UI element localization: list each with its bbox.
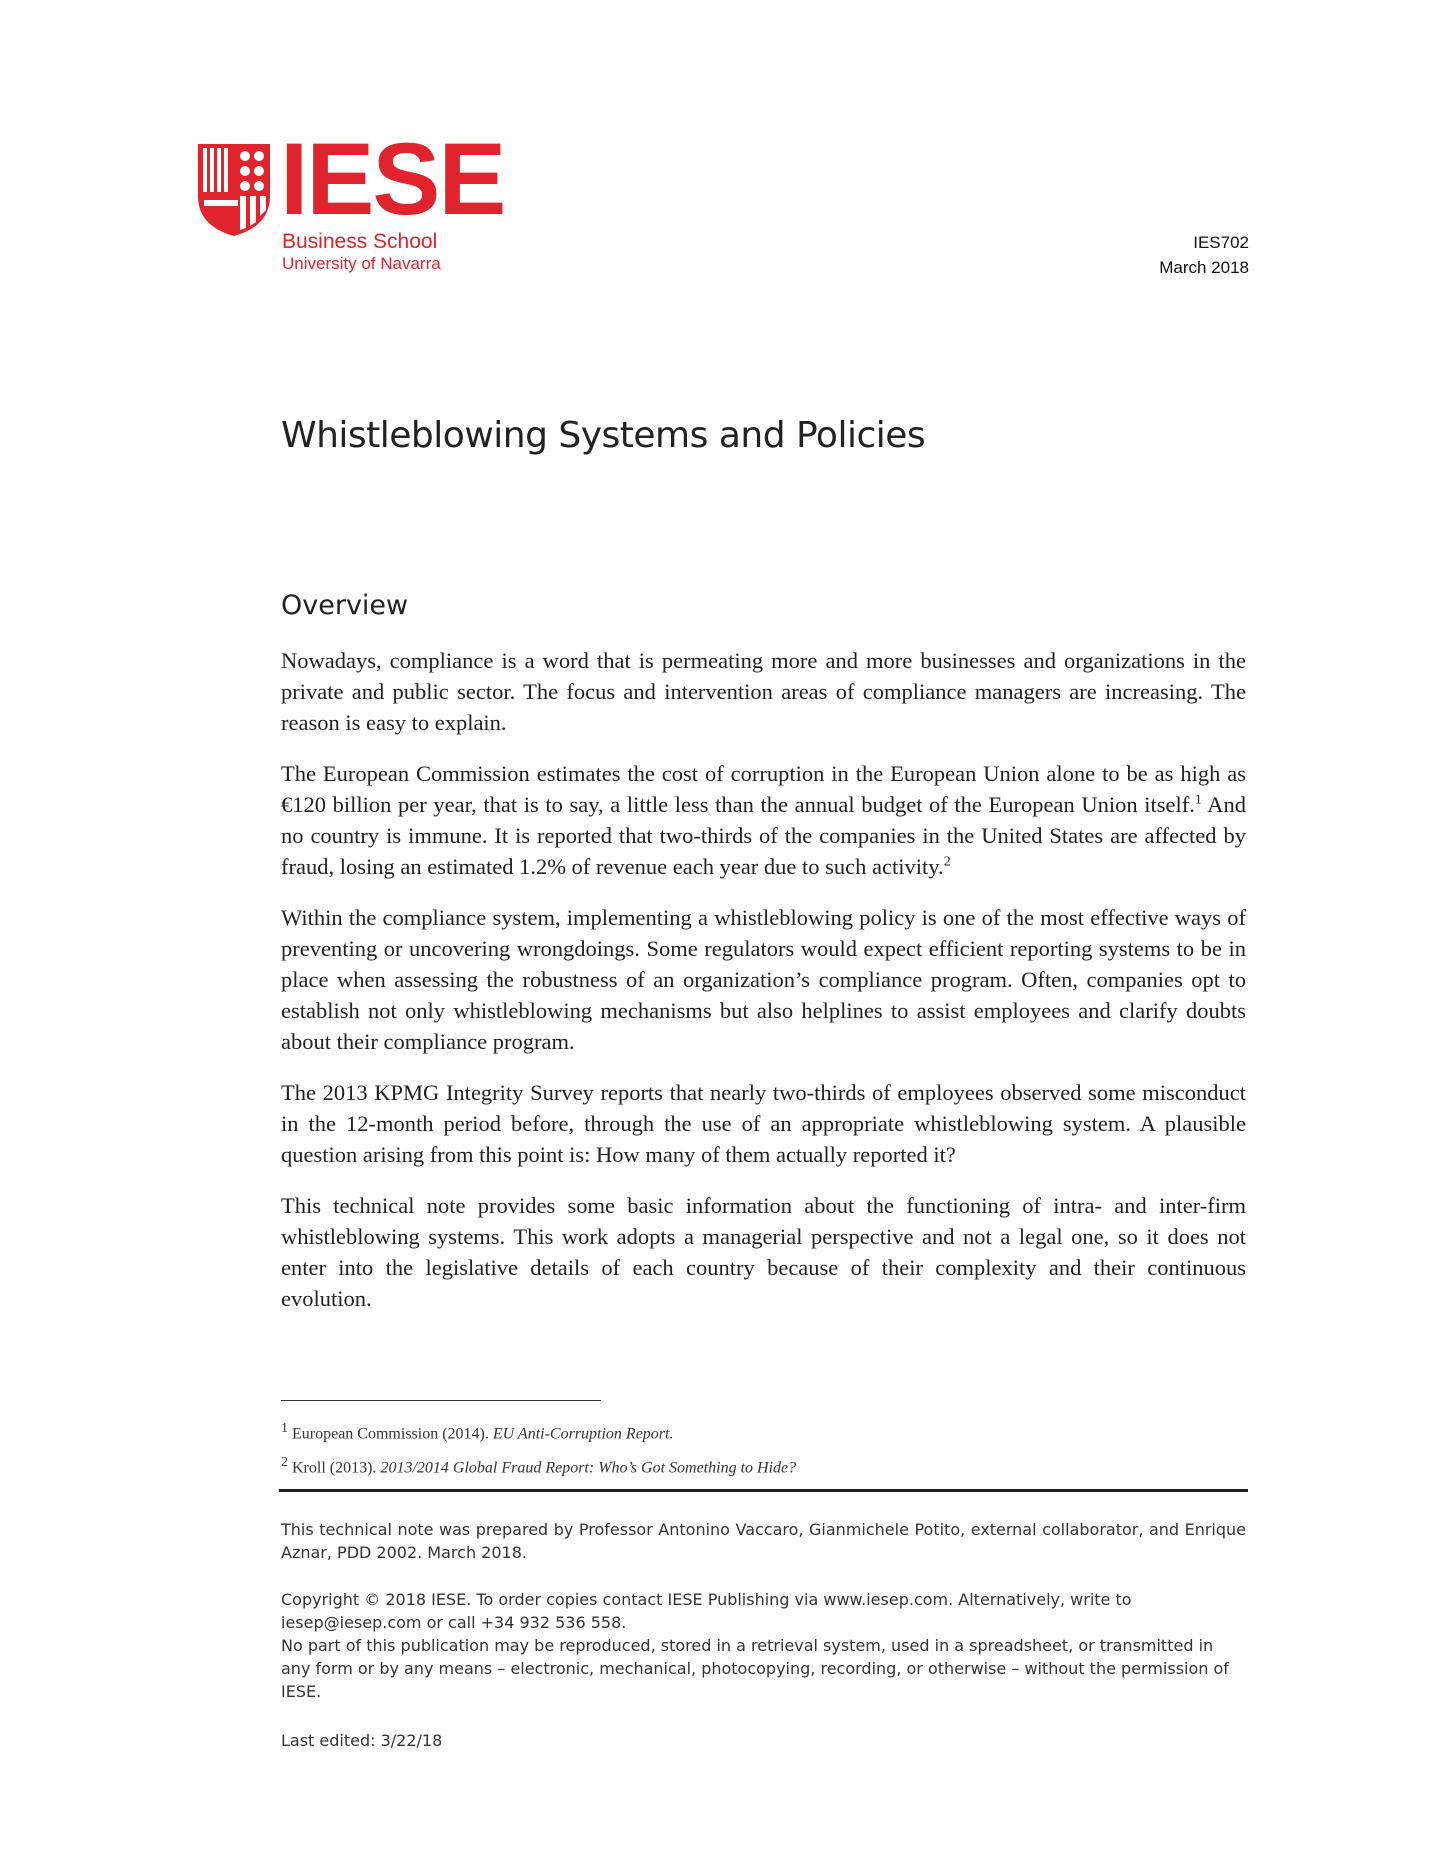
- logo-wordmark: IESE: [280, 122, 505, 236]
- paragraph: [281, 758, 1246, 882]
- divider: [279, 1489, 1248, 1492]
- footnote-source: Kroll (2013).: [292, 1459, 381, 1477]
- logo-university: University of Navarra: [282, 254, 441, 273]
- footnote: [281, 1412, 1246, 1446]
- last-edited: Last edited: 3/22/18: [281, 1731, 443, 1750]
- footnote-ref: 1: [1194, 792, 1202, 808]
- paragraph: The 2013 KPMG Integrity Survey reports that nearly two-thirds of employees observed some misconduct in the 12-month period before, through the use of an appropriate whistleblowing system. A plausible question arising from this point is: How many of them actually reported it?: [281, 1080, 1246, 1167]
- footnote-number: 1: [281, 1421, 288, 1436]
- copyright-notice: Copyright © 2018 IESE. To order copies contact IESE Publishing via www.iesep.com. Alternatively, write to iesep@iesep.com or call +34 932 536 558.: [281, 1590, 1132, 1632]
- document-date: March 2018: [1159, 258, 1249, 277]
- reproduction-notice: No part of this publication may be reproduced, stored in a retrieval system, used in a spreadsheet, or transmitted in any form or by any means – electronic, mechanical, photocopying, recording, or otherwise – without the permission of IESE.: [281, 1636, 1229, 1701]
- footnote-title: 2013/2014 Global Fraud Report: Who’s Got Something to Hide?: [380, 1459, 797, 1477]
- logo-business-school: Business School: [282, 230, 438, 253]
- section-heading: Overview: [281, 590, 409, 621]
- footnote: [281, 1446, 1246, 1480]
- page-title: Whistleblowing Systems and Policies: [281, 415, 926, 456]
- paragraph: Nowadays, compliance is a word that is permeating more and more businesses and organizations in the private and public sector. The focus and intervention areas of compliance managers are increasing. The reason is easy to explain.: [281, 648, 1246, 735]
- paragraph-text: And no country is immune. It is reported that two-thirds of the companies in the United States are affected by fraud, losing an estimated 1.2% of revenue each year due to such activity.: [281, 792, 1246, 879]
- document-meta: [1159, 230, 1249, 280]
- footnote-number: 2: [281, 1455, 288, 1470]
- footnote-title: EU Anti-Corruption Report.: [492, 1425, 674, 1443]
- footnote-ref: 2: [943, 854, 951, 870]
- footnotes: [281, 1412, 1246, 1480]
- footnote-source: European Commission (2014).: [292, 1425, 493, 1443]
- iese-logo: [198, 122, 505, 282]
- body-text: [281, 645, 1246, 1334]
- shield-emblem-icon: [198, 144, 270, 236]
- paragraph: Within the compliance system, implementing a whistleblowing policy is one of the most effective ways of preventing or uncovering wrongdoings. Some regulators would expect efficient reporting systems to be in place when assessing the robustness of an organization’s compliance program. Often, companies opt to establish not only whistleblowing mechanisms but also helplines to assist employees and clarify doubts about their compliance program.: [281, 905, 1246, 1054]
- document-code: IES702: [1193, 233, 1249, 252]
- prepared-by: This technical note was prepared by Professor Antonino Vaccaro, Gianmichele Potito, external collaborator, and Enrique Aznar, PDD 2002. March 2018.: [281, 1520, 1246, 1562]
- credits: [281, 1518, 1246, 1752]
- footnote-separator: [281, 1400, 601, 1401]
- paragraph-text: The European Commission estimates the cost of corruption in the European Union alone to be as high as €120 billion per year, that is to say, a little less than the annual budget of the European Union itself.: [281, 761, 1246, 817]
- paragraph: This technical note provides some basic information about the functioning of intra- and inter-firm whistleblowing systems. This work adopts a managerial perspective and not a legal one, so it does not enter into the legislative details of each country because of their complexity and their continuous evolution.: [281, 1193, 1246, 1311]
